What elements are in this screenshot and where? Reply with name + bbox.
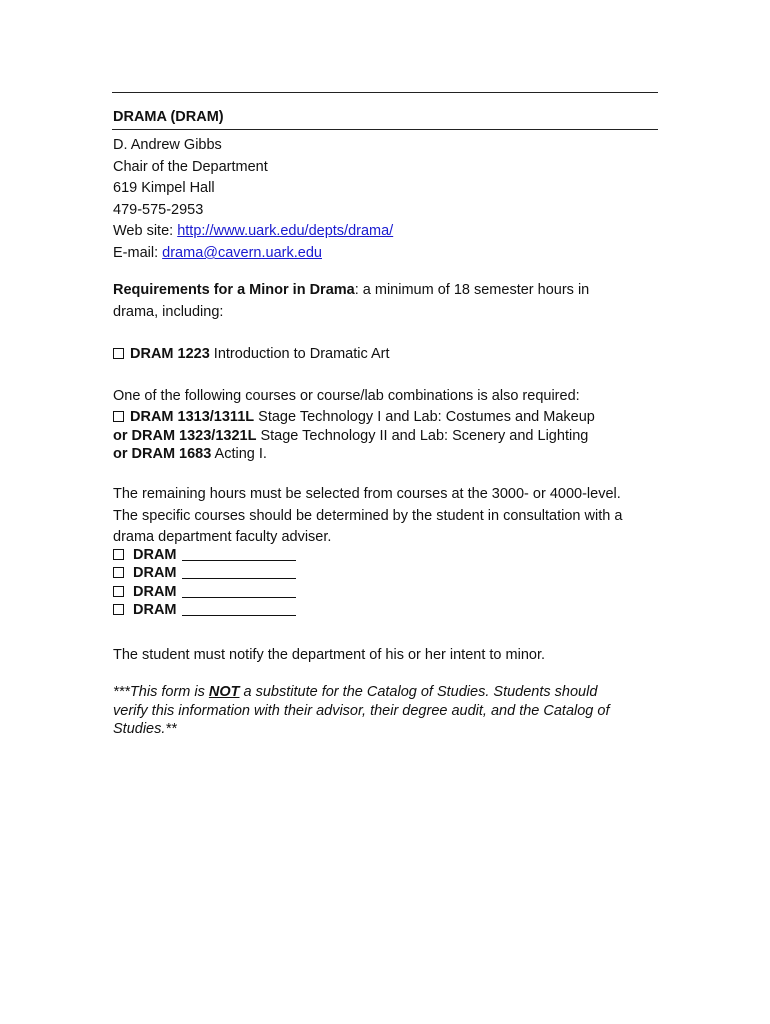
- requirements-text-2: drama, including:: [113, 303, 224, 320]
- combinations-intro: One of the following courses or course/lab combinations is also required:: [113, 388, 580, 404]
- combination-code: DRAM 1683: [131, 445, 212, 462]
- elective-blank-field[interactable]: [182, 548, 296, 561]
- combination-title: Stage Technology II and Lab: Scenery and Lighting: [256, 427, 589, 444]
- elective-label: DRAM: [133, 547, 177, 563]
- contact-block: [113, 135, 393, 265]
- email-link[interactable]: drama@cavern.uark.edu: [162, 244, 322, 261]
- notify-statement: The student must notify the department of his or her intent to minor.: [113, 647, 546, 663]
- chair-name: D. Andrew Gibbs: [113, 137, 222, 153]
- requirements-heading: Requirements for a Minor in Drama: [113, 282, 355, 298]
- remaining-line-3: drama department faculty adviser.: [113, 529, 332, 545]
- elective-checkbox[interactable]: [113, 567, 124, 578]
- requirements-paragraph: [113, 280, 589, 323]
- elective-checkbox[interactable]: [113, 549, 124, 560]
- elective-blanks: [113, 546, 296, 619]
- disclaimer-line-1: [113, 683, 610, 702]
- elective-label: DRAM: [133, 583, 177, 600]
- top-rule: [112, 92, 658, 93]
- disclaimer-part-1: ***This form is: [113, 684, 209, 700]
- website-label: Web site:: [113, 223, 178, 240]
- website-line: [113, 221, 393, 243]
- elective-label: DRAM: [133, 565, 177, 582]
- office-address: 619 Kimpel Hall: [113, 180, 215, 197]
- disclaimer-note: [113, 683, 610, 739]
- intro-course-code: DRAM 1223: [130, 346, 210, 362]
- chair-role: Chair of the Department: [113, 158, 268, 175]
- intro-course-line: [113, 344, 390, 364]
- disclaimer-emphasis: NOT: [208, 684, 240, 700]
- email-line: [113, 243, 393, 265]
- remaining-hours-paragraph: [113, 484, 622, 549]
- combination-code: DRAM 1313/1311L: [130, 409, 255, 426]
- disclaimer-part-2: a substitute for the Catalog of Studies. Students should: [239, 684, 598, 700]
- combination-checkbox[interactable]: [113, 411, 124, 422]
- page-title: DRAMA (DRAM): [113, 109, 224, 125]
- elective-blank-field[interactable]: [182, 566, 296, 579]
- title-rule: [112, 129, 658, 130]
- elective-blank-field[interactable]: [182, 603, 296, 616]
- website-link[interactable]: http://www.uark.edu/depts/drama/: [177, 223, 394, 240]
- elective-checkbox[interactable]: [113, 604, 124, 615]
- remaining-line-1: The remaining hours must be selected from courses at the 3000- or 4000-level.: [113, 486, 621, 502]
- remaining-line-2: The specific courses should be determined by the student in consultation with a: [113, 507, 623, 524]
- combination-title: Stage Technology I and Lab: Costumes and Makeup: [254, 409, 595, 426]
- requirements-text-1: : a minimum of 18 semester hours in: [354, 282, 590, 298]
- elective-label: DRAM: [133, 601, 177, 618]
- elective-blank-row: [113, 583, 296, 601]
- combinations-block: [113, 387, 595, 463]
- combination-title: Acting I.: [211, 445, 267, 462]
- intro-course-title: Introduction to Dramatic Art: [209, 346, 390, 362]
- email-label: E-mail:: [113, 244, 163, 261]
- combination-item: [113, 408, 595, 426]
- combination-prefix: or: [113, 445, 132, 462]
- disclaimer-line-2: verify this information with their advisor, their degree audit, and the Catalog of: [113, 702, 610, 719]
- requirements-line-1: [113, 280, 589, 302]
- combination-item: [113, 427, 595, 445]
- elective-blank-row: [113, 601, 296, 619]
- intro-course-checkbox[interactable]: [113, 348, 124, 359]
- elective-blank-field[interactable]: [182, 585, 296, 598]
- combination-code: DRAM 1323/1321L: [131, 427, 257, 444]
- phone-number: 479-575-2953: [113, 201, 204, 218]
- elective-checkbox[interactable]: [113, 586, 124, 597]
- combination-prefix: or: [113, 427, 132, 444]
- elective-blank-row: [113, 546, 296, 564]
- elective-blank-row: [113, 564, 296, 582]
- disclaimer-line-3: Studies.**: [113, 721, 177, 737]
- combination-item: [113, 445, 595, 463]
